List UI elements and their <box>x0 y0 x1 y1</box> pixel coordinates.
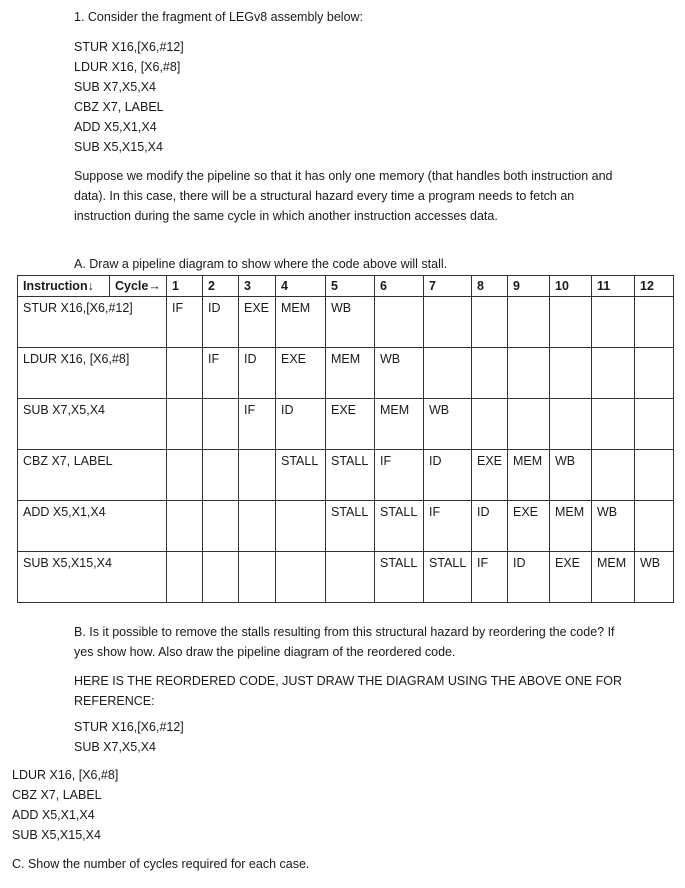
stage-cell <box>167 348 203 399</box>
stage-cell: WB <box>592 501 635 552</box>
stage-cell: IF <box>472 552 508 603</box>
stage-cell <box>167 501 203 552</box>
stage-cell: EXE <box>276 348 326 399</box>
table-row <box>18 501 674 552</box>
cycle-number: 10 <box>550 276 592 297</box>
instruction-cell: SUB X5,X15,X4 <box>18 552 167 603</box>
instruction-cell: STUR X16,[X6,#12] <box>18 297 167 348</box>
cycle-number: 8 <box>472 276 508 297</box>
stage-cell: IF <box>424 501 472 552</box>
stage-cell: STALL <box>326 501 375 552</box>
code-line: SUB X7,X5,X4 <box>74 740 156 754</box>
stage-cell: MEM <box>375 399 424 450</box>
code-line: ADD X5,X1,X4 <box>12 808 95 822</box>
stage-cell <box>276 552 326 603</box>
stage-cell: IF <box>239 399 276 450</box>
stage-cell <box>635 348 674 399</box>
part-c-question: C. Show the number of cycles required for each case. <box>12 857 310 871</box>
stage-cell <box>508 399 550 450</box>
cycle-number: 5 <box>326 276 375 297</box>
code-line: CBZ X7, LABEL <box>74 100 164 114</box>
code-line: ADD X5,X1,X4 <box>74 120 157 134</box>
stage-cell: ID <box>203 297 239 348</box>
stage-cell <box>472 297 508 348</box>
stage-cell <box>592 450 635 501</box>
code-line: LDUR X16, [X6,#8] <box>74 60 181 74</box>
instruction-cell: CBZ X7, LABEL <box>18 450 167 501</box>
cycle-number: 7 <box>424 276 472 297</box>
instruction-cell: SUB X7,X5,X4 <box>18 399 167 450</box>
table-row <box>18 399 674 450</box>
code-line: STUR X16,[X6,#12] <box>74 40 184 54</box>
instruction-cell: LDUR X16, [X6,#8] <box>18 348 167 399</box>
stage-cell <box>472 348 508 399</box>
stage-cell: ID <box>276 399 326 450</box>
cycle-number: 6 <box>375 276 424 297</box>
stage-cell: IF <box>203 348 239 399</box>
table-row <box>18 297 674 348</box>
reordered-note: HERE IS THE REORDERED CODE, JUST DRAW THE DIAGRAM USING THE ABOVE ONE FOR REFERENCE: <box>74 674 622 708</box>
stage-cell: MEM <box>508 450 550 501</box>
stage-cell <box>635 450 674 501</box>
stage-cell <box>550 297 592 348</box>
code-line: SUB X5,X15,X4 <box>12 828 101 842</box>
cycle-number: 2 <box>203 276 239 297</box>
cycle-number: 1 <box>167 276 203 297</box>
stage-cell: EXE <box>550 552 592 603</box>
stage-cell: STALL <box>375 552 424 603</box>
stage-cell: STALL <box>326 450 375 501</box>
code-line: LDUR X16, [X6,#8] <box>12 768 119 782</box>
code-line: SUB X5,X15,X4 <box>74 140 163 154</box>
stage-cell <box>203 450 239 501</box>
cycle-number: 4 <box>276 276 326 297</box>
stage-cell: EXE <box>239 297 276 348</box>
stage-cell <box>239 450 276 501</box>
stage-cell <box>592 399 635 450</box>
stage-cell <box>203 552 239 603</box>
stage-cell <box>635 501 674 552</box>
cycle-number: 11 <box>592 276 635 297</box>
stage-cell: EXE <box>508 501 550 552</box>
stage-cell: WB <box>375 348 424 399</box>
stage-cell: MEM <box>326 348 375 399</box>
stage-cell <box>167 552 203 603</box>
stage-cell: ID <box>508 552 550 603</box>
stage-cell <box>592 297 635 348</box>
stage-cell <box>203 501 239 552</box>
stage-cell <box>276 501 326 552</box>
stage-cell <box>424 348 472 399</box>
instruction-header: Instruction↓ <box>18 276 110 297</box>
stage-cell <box>635 399 674 450</box>
stage-cell <box>203 399 239 450</box>
pipeline-table-body <box>18 297 674 603</box>
stage-cell: WB <box>550 450 592 501</box>
stage-cell: ID <box>424 450 472 501</box>
stage-cell <box>326 552 375 603</box>
stage-cell: MEM <box>276 297 326 348</box>
stage-cell <box>550 348 592 399</box>
hazard-description: Suppose we modify the pipeline so that it has only one memory (that handles both instruction and data). In this case, there will be a structural hazard every time a program needs to fetch an instruction during the same cycle in which another instruction accesses data. <box>74 169 613 223</box>
stage-cell <box>472 399 508 450</box>
stage-cell <box>375 297 424 348</box>
stage-cell <box>550 399 592 450</box>
table-row <box>18 552 674 603</box>
stage-cell: ID <box>472 501 508 552</box>
cycle-header: Cycle→ <box>110 276 167 297</box>
stage-cell: MEM <box>550 501 592 552</box>
stage-cell <box>508 348 550 399</box>
code-line: SUB X7,X5,X4 <box>74 80 156 94</box>
stage-cell <box>508 297 550 348</box>
stage-cell: WB <box>326 297 375 348</box>
instruction-cell: ADD X5,X1,X4 <box>18 501 167 552</box>
stage-cell <box>239 552 276 603</box>
stage-cell: ID <box>239 348 276 399</box>
cycle-number: 3 <box>239 276 276 297</box>
stage-cell <box>592 348 635 399</box>
stage-cell: EXE <box>472 450 508 501</box>
stage-cell: STALL <box>276 450 326 501</box>
stage-cell <box>635 297 674 348</box>
stage-cell: STALL <box>424 552 472 603</box>
stage-cell: WB <box>635 552 674 603</box>
code-line: CBZ X7, LABEL <box>12 788 102 802</box>
stage-cell <box>167 399 203 450</box>
stage-cell: IF <box>167 297 203 348</box>
table-row <box>18 348 674 399</box>
pipeline-table <box>17 275 674 603</box>
part-b-question: B. Is it possible to remove the stalls resulting from this structural hazard by reordering the code? If yes show how. Also draw the pipeline diagram of the reordered code. <box>74 625 615 659</box>
stage-cell: STALL <box>375 501 424 552</box>
table-header-row <box>18 276 674 297</box>
stage-cell: EXE <box>326 399 375 450</box>
stage-cell: IF <box>375 450 424 501</box>
stage-cell: MEM <box>592 552 635 603</box>
cycle-number: 9 <box>508 276 550 297</box>
part-a-question: A. Draw a pipeline diagram to show where the code above will stall. <box>74 257 448 271</box>
stage-cell <box>424 297 472 348</box>
stage-cell <box>239 501 276 552</box>
question-title: 1. Consider the fragment of LEGv8 assembly below: <box>74 10 364 24</box>
stage-cell <box>167 450 203 501</box>
code-line: STUR X16,[X6,#12] <box>74 720 184 734</box>
cycle-number: 12 <box>635 276 674 297</box>
stage-cell: WB <box>424 399 472 450</box>
table-row <box>18 450 674 501</box>
